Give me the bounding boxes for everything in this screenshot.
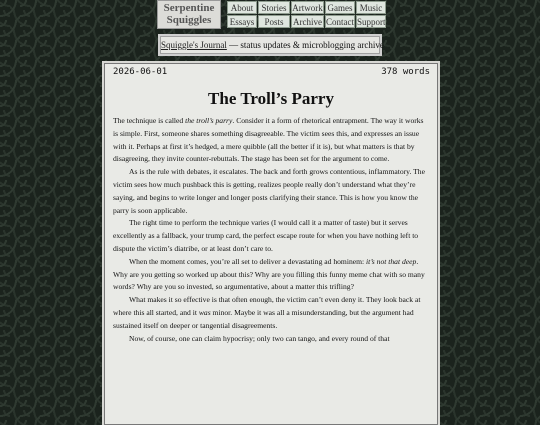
site-logo[interactable]: [157, 0, 221, 29]
nav-posts[interactable]: Posts: [258, 15, 290, 28]
journal-banner: [160, 36, 384, 54]
article-title: The Troll’s Parry: [208, 89, 334, 108]
nav-support[interactable]: Support: [357, 17, 386, 27]
p1-text-a: The technique is called: [113, 116, 186, 125]
paragraph-5: [113, 294, 429, 332]
nav-contact[interactable]: Contact: [326, 17, 354, 27]
p4-text-a: When the moment comes, you’re all set to deliver a devastating ad hominem:: [129, 256, 367, 266]
logo-line-2: Squiggles: [166, 14, 212, 26]
nav-stories[interactable]: Stories: [258, 1, 290, 14]
main-nav: [227, 1, 386, 28]
article-date: 2026-06-01: [113, 67, 168, 77]
paragraph-4: [113, 256, 429, 294]
logo-line-1: Serpentine: [163, 2, 215, 14]
nav-music[interactable]: Music: [356, 1, 386, 14]
article-word-count: 378 words: [381, 67, 430, 77]
p1-emphasis: the troll’s parry: [185, 116, 233, 125]
p5-text-a: What makes it so effective is that often enough, the victim can’t even deny it. They look back at where this all started, and it: [113, 295, 421, 317]
paragraph-6: Now, of course, one can claim hypocrisy; only two can tango, and every round of that: [129, 333, 390, 343]
article-body: [105, 115, 437, 345]
journal-tagline: — status updates & microblogging archive: [226, 40, 384, 50]
paragraph-1: [113, 115, 429, 166]
nav-artwork[interactable]: Artwork: [292, 3, 323, 13]
nav-essays[interactable]: Essays: [227, 15, 257, 28]
p1-text-b: . Consider it a form of rhetorical entrapment. The way it works is simple. First, someone shares something disagreeable. The victim sees this, and expresses an issue with it. Perhaps at first it’s hedged, a mere quibble (all the better if it is), but what matters is that by disagreeing, they invite counter-rebuttals. The stage has been set for the argument to come.: [113, 116, 424, 164]
p5-emphasis: was: [198, 307, 211, 317]
nav-about[interactable]: About: [227, 1, 257, 14]
p5-text-b: minor. Maybe it was all a misunderstanding, but the argument had sustained itself on deeper or tangential disagreements.: [113, 307, 414, 330]
paragraph-2: As is the rule with debates, it escalates. The back and forth grows contentious, inflammatory. The victim sees how much pushback this is getting, realizes people really don’t understand what they’re saying, and begins to write longer and longer posts clarifying their stance. This is how you know the parry is soon applicable.: [113, 167, 425, 215]
journal-link[interactable]: Squiggle's Journal: [161, 40, 227, 50]
nav-archive[interactable]: Archive: [293, 17, 322, 27]
p4-emphasis: it’s not that deep: [366, 256, 417, 266]
p4-text-b: . Why are you getting so worked up about this? Why are you filling this funny meme chat with so many words? Why are you so invested, so argumentative, about a matter this trifling?: [113, 256, 425, 292]
paragraph-3: The right time to perform the technique varies (I would call it a matter of taste) but it serves excellently as a fallback, your trump card, the perfect escape route for when you have nothing left to dispute the victim’s diatribe, or at least don’t care to.: [113, 218, 419, 253]
article-meta: [105, 64, 437, 77]
nav-games[interactable]: Games: [325, 1, 355, 14]
article-card: [104, 63, 438, 425]
